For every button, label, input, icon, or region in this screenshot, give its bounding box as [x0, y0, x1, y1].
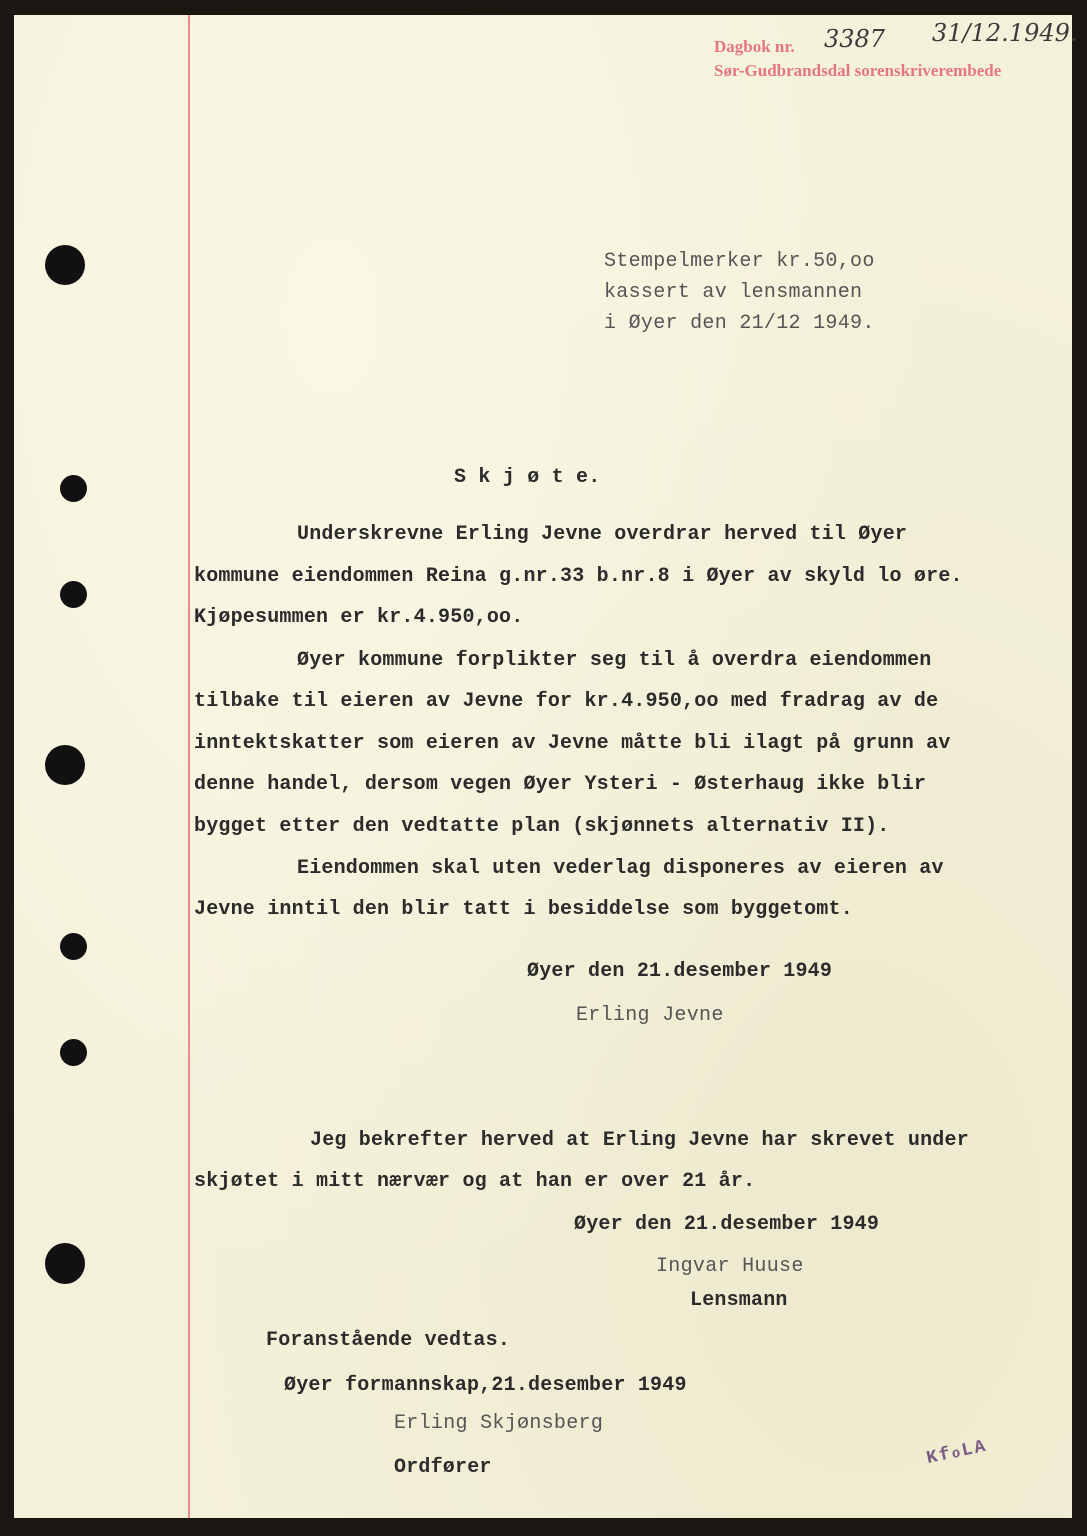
stamp-note-line: i Øyer den 21/12 1949.	[604, 312, 875, 335]
stamp-note-line: Stempelmerker kr.50,oo	[604, 250, 875, 273]
approval-line: Foranstående vedtas.	[266, 1329, 511, 1352]
punch-hole	[45, 745, 85, 785]
body-line: denne handel, dersom vegen Øyer Ysteri - Østerhaug ikke blir	[194, 773, 927, 796]
red-margin-line	[188, 15, 190, 1518]
signature-seller: Erling Jevne	[576, 1004, 724, 1027]
certification-line: Jeg bekrefter herved at Erling Jevne har skrevet under	[310, 1129, 969, 1152]
body-line: Jevne inntil den blir tatt i besiddelse som byggetomt.	[194, 898, 853, 921]
signature-witness: Ingvar Huuse	[656, 1255, 804, 1278]
handwritten-date: 31/12.1949.	[932, 19, 1078, 47]
punch-hole	[60, 1039, 87, 1066]
body-line: Øyer kommune forplikter seg til å overdra eiendommen	[297, 649, 932, 672]
punch-hole	[60, 581, 87, 608]
diary-number: 3387	[824, 25, 886, 53]
stamp-note-line: kassert av lensmannen	[604, 281, 863, 304]
punch-hole	[45, 245, 85, 285]
witness-title: Lensmann	[690, 1289, 788, 1312]
body-line: Underskrevne Erling Jevne overdrar herved til Øyer	[297, 523, 908, 546]
punch-hole	[60, 933, 87, 960]
signature-mayor: Erling Skjønsberg	[394, 1412, 604, 1435]
body-line: Kjøpesummen er kr.4.950,oo.	[194, 606, 524, 629]
body-line: Eiendommen skal uten vederlag disponeres av eieren av	[297, 857, 944, 880]
body-line: bygget etter den vedtatte plan (skjønnets alternativ II).	[194, 815, 890, 838]
court-stamp: Sør-Gudbrandsdal sorenskriverembede	[714, 61, 1002, 80]
document-page	[14, 15, 1078, 1518]
document-title: S k j ø t e.	[454, 466, 601, 489]
place-date: Øyer den 21.desember 1949	[527, 960, 833, 983]
mayor-title: Ordfører	[394, 1456, 492, 1479]
certification-place-date: Øyer den 21.desember 1949	[574, 1213, 880, 1236]
archive-stamp: KfℴLA	[924, 1436, 990, 1469]
diary-stamp-label: Dagbok nr.	[714, 37, 795, 56]
certification-line: skjøtet i mitt nærvær og at han er over 21 år.	[194, 1170, 756, 1193]
punch-hole	[60, 475, 87, 502]
body-line: inntektskatter som eieren av Jevne måtte bli ilagt på grunn av	[194, 732, 951, 755]
body-line: tilbake til eieren av Jevne for kr.4.950,oo med fradrag av de	[194, 690, 939, 713]
approval-place-date: Øyer formannskap,21.desember 1949	[284, 1374, 687, 1397]
punch-hole	[45, 1243, 85, 1284]
body-line: kommune eiendommen Reina g.nr.33 b.nr.8 i Øyer av skyld lo øre.	[194, 565, 963, 588]
